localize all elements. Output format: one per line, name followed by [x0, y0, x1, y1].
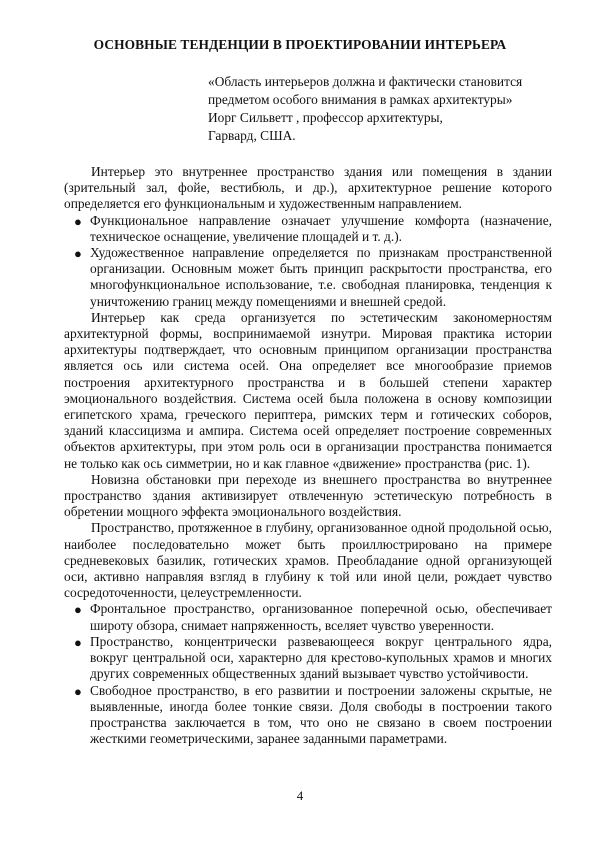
bullet-icon: ● [74, 246, 82, 262]
epigraph-line: предметом особого внимания в рамках архитектуры» [208, 92, 513, 107]
bullet-text: Художественное направление определяется по признакам пространственной организации. Основным может быть принцип раскрытости пространства, его многофункциональное использование, т.е. свободная планировка, тенденция к уничтожению границ между помещениями и внешней средой. [90, 245, 552, 309]
bullet-icon: ● [74, 683, 82, 699]
paragraph: Интерьер как среда организуется по эстетическим закономерностям архитектурной формы, воспринимаемой изнутри. Мировая практика истории архитектуры подтверждает, что основным принципом организации пространства является ось или система осей. Она определяет все многообразие приемов построения архитектурного пространства и в большей степени характер эмоционального воздействия. Система осей была положена в основу композиции египетского храма, греческого периптера, римских терм и готических соборов, зданий классицизма и ампира. Система осей определяет построение современных объектов архитектуры, при этом роль оси в организации пространства понимается не только как ось симметрии, но и как главное «движение» пространства (рис. 1). [64, 309, 552, 471]
epigraph-line: Гарвард, США. [208, 128, 296, 143]
bullet-text: Пространство, концентрически развевающееся вокруг центрального ядра, вокруг центральной оси, характерно для крестово-купольных храмов и многих других современных общественных зданий вызывает чувство устойчивости. [90, 633, 552, 682]
body-text [64, 164, 552, 747]
epigraph-line: «Область интерьеров должна и фактически становится [208, 74, 523, 89]
epigraph-line: Иорг Сильветт , профессор архитектуры, [208, 110, 443, 125]
paragraph: Интерьер это внутреннее пространство здания или помещения в здании (зрительный зал, фойе, вестибюль, и др.), архитектурное решение которого определяется его функциональным и художественным направлением. [64, 164, 552, 212]
bullet-item [64, 634, 552, 683]
bullet-text: Свободное пространство, в его развитии и построении заложены скрытые, не выявленные, иногда более тонкие связи. Доля свободы в построении такого пространства заключается в том, что оно не связано в своем построении жесткими геометрическими, заранее заданными параметрами. [90, 682, 552, 747]
bullet-item [64, 245, 552, 310]
bullet-item [64, 213, 552, 245]
paragraph: Новизна обстановки при переходе из внешнего пространства во внутреннее пространство здания активизирует отвлеченную эстетическую потребность в обретении мощного эффекта эмоционального воздействия. [64, 471, 552, 520]
bullet-icon: ● [74, 634, 82, 650]
bullet-icon: ● [74, 602, 82, 618]
bullet-item [64, 683, 552, 748]
page-title: ОСНОВНЫЕ ТЕНДЕНЦИИ В ПРОЕКТИРОВАНИИ ИНТЕРЬЕРА [93, 37, 507, 52]
bullet-text: Фронтальное пространство, организованное поперечной осью, обеспечивает широту обзора, снимает напряженность, вселяет чувство уверенности. [90, 601, 552, 633]
bullet-item [64, 601, 552, 633]
bullet-icon: ● [74, 213, 82, 229]
bullet-text: Функциональное направление означает улучшение комфорта (назначение, техническое оснащение, увеличение площадей и т. д.). [90, 212, 552, 244]
epigraph [208, 73, 568, 145]
paragraph: Пространство, протяженное в глубину, организованное одной продольной осью, наиболее последовательно может быть проиллюстрировано на примере средневековых базилик, готических храмов. Преобладание одной организующей оси, активно направляя взгляд в глубину к той или иной цели, рождает чувство сосредоточенности, целеустремленности. [64, 520, 552, 601]
page-number: 4 [296, 788, 304, 803]
